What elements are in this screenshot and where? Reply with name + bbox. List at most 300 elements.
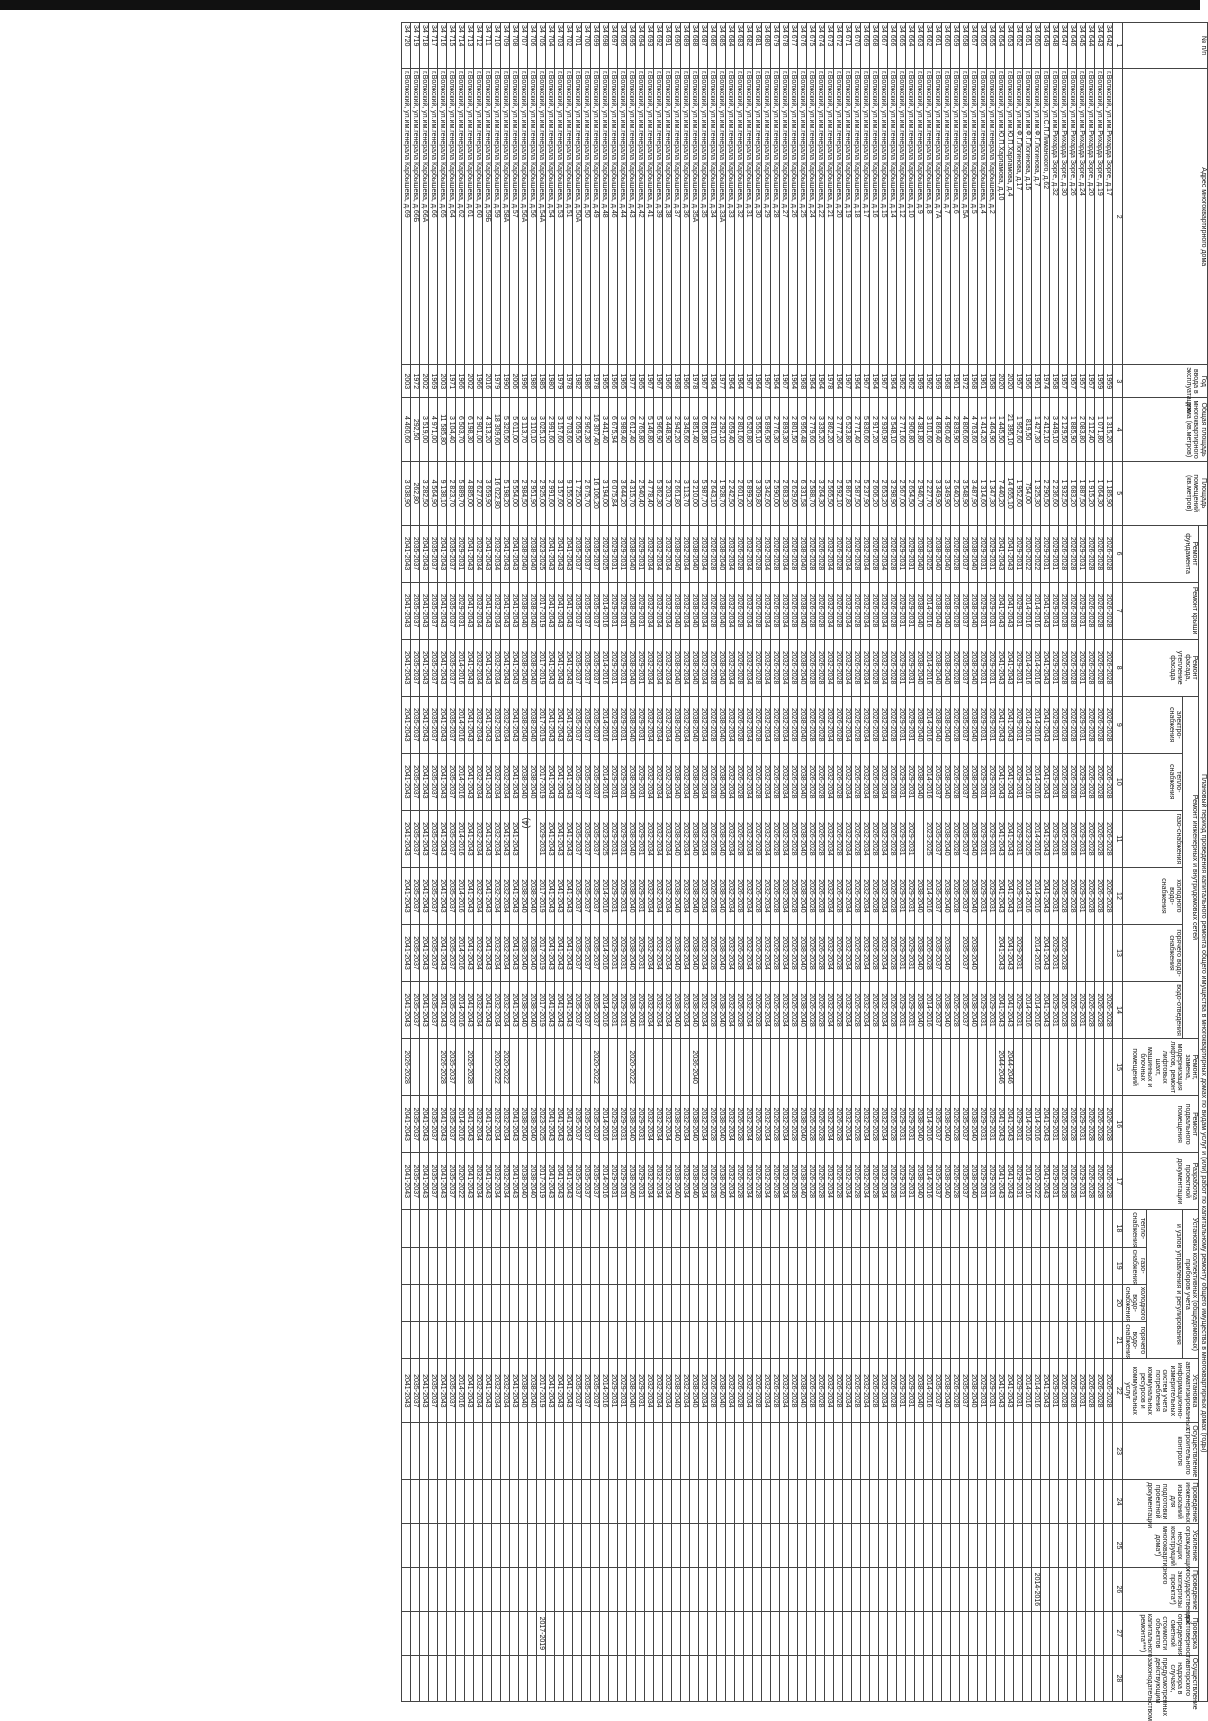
header-meters-sub: и узлов управления и регулирования: [1147, 1210, 1184, 1359]
header-hot: горячего водо-снабжения: [1123, 924, 1183, 981]
row-number: 34 656: [978, 23, 987, 69]
row-period-cell: [753, 1567, 762, 1611]
row-period-cell: 2041-2043: [402, 1096, 411, 1153]
table-row: [420, 23, 429, 1702]
row-period-cell: 2038-2040: [717, 867, 726, 924]
row-period-cell: 2029-2031: [1050, 525, 1059, 582]
row-period-cell: [627, 1480, 636, 1524]
row-period-cell: 2026-2028: [771, 924, 780, 981]
row-period-cell: [573, 1423, 582, 1480]
row-period-cell: 2038-2040: [942, 1096, 951, 1153]
row-period-cell: [816, 1611, 825, 1655]
row-period-cell: 2026-2028: [1086, 525, 1095, 582]
row-period-cell: [402, 1567, 411, 1611]
row-period-cell: [906, 1039, 915, 1096]
row-period-cell: [915, 1655, 924, 1701]
row-period-cell: 2032-2034: [663, 810, 672, 867]
row-period-cell: 2029-2031: [1077, 1359, 1086, 1423]
row-period-cell: [816, 1322, 825, 1359]
row-period-cell: 2035-2037: [960, 639, 969, 696]
row-period-cell: 2026-2028: [870, 867, 879, 924]
row-period-cell: 2026-2028: [816, 1096, 825, 1153]
row-period-cell: [987, 1039, 996, 1096]
row-total-area: 4 763,60: [969, 398, 978, 462]
row-period-cell: 2032-2034: [681, 1153, 690, 1210]
row-total-area: 2 129,50: [1059, 398, 1068, 462]
row-period-cell: 2029-2031: [987, 867, 996, 924]
row-period-cell: 2038-2040: [969, 639, 978, 696]
row-period-cell: 2026-2028: [735, 639, 744, 696]
row-period-cell: 2038-2040: [627, 753, 636, 810]
row-period-cell: 2032-2034: [780, 753, 789, 810]
row-period-cell: 2032-2034: [474, 982, 483, 1039]
row-year: 1979: [492, 365, 501, 398]
row-period-cell: 2038-2040: [672, 1359, 681, 1423]
row-period-cell: [1095, 1611, 1104, 1655]
row-period-cell: 2026-2028: [1086, 753, 1095, 810]
row-period-cell: 2038-2040: [942, 867, 951, 924]
column-number: 18: [1113, 1210, 1123, 1247]
row-period-cell: [582, 1567, 591, 1611]
row-period-cell: [600, 1480, 609, 1524]
row-period-cell: [627, 1284, 636, 1321]
row-period-cell: 2026-2028: [1086, 1359, 1095, 1423]
row-period-cell: 2041-2043: [510, 639, 519, 696]
row-period-cell: [933, 1567, 942, 1611]
row-period-cell: 2026-2028: [771, 639, 780, 696]
table-row: [906, 23, 915, 1702]
row-period-cell: [1068, 1611, 1077, 1655]
row-period-cell: [753, 1524, 762, 1568]
row-period-cell: [636, 1284, 645, 1321]
table-row: [1059, 23, 1068, 1702]
row-address: г.Волжский, ул.им.Ю.П.Харламова, д.10: [996, 69, 1005, 365]
table-row: [690, 23, 699, 1702]
row-address: г.Волжский, ул.им.генерала Карбышева, д.25: [798, 69, 807, 365]
row-period-cell: [528, 1480, 537, 1524]
row-period-cell: 2032-2034: [762, 753, 771, 810]
row-period-cell: [591, 1284, 600, 1321]
row-period-cell: [951, 924, 960, 981]
row-period-cell: 2032-2034: [501, 982, 510, 1039]
row-total-area: 2 412,10: [1041, 398, 1050, 462]
row-period-cell: [474, 1524, 483, 1568]
row-period-cell: [438, 1611, 447, 1655]
row-period-cell: 2029-2031: [1077, 982, 1086, 1039]
row-period-cell: [1104, 1480, 1113, 1524]
top-edge-bar: [0, 0, 1200, 10]
row-number: 34 678: [780, 23, 789, 69]
row-period-cell: [1104, 1210, 1113, 1247]
row-period-cell: [402, 1284, 411, 1321]
row-period-cell: [681, 1480, 690, 1524]
row-period-cell: 2026-2028: [438, 1039, 447, 1096]
row-premises-area: 5 889,70: [456, 461, 465, 525]
row-period-cell: [1077, 1247, 1086, 1284]
row-address: г.Волжский, ул.им.генерала Карбышева, д.66А: [420, 69, 429, 365]
row-period-cell: [789, 1322, 798, 1359]
row-period-cell: [933, 1322, 942, 1359]
row-period-cell: [1077, 1655, 1086, 1701]
row-number: 34 699: [591, 23, 600, 69]
row-period-cell: 2041-2043: [1005, 924, 1014, 981]
row-year: 1972: [960, 365, 969, 398]
row-total-area: 2 771,40: [852, 398, 861, 462]
table-row: [1095, 23, 1104, 1702]
row-period-cell: [933, 1210, 942, 1247]
row-period-cell: [942, 1611, 951, 1655]
row-period-cell: [672, 1247, 681, 1284]
row-period-cell: [537, 1039, 546, 1096]
row-address: г.Волжский, ул.им.генерала Карбышева, д.6: [951, 69, 960, 365]
row-period-cell: 2014-2016: [1023, 1359, 1032, 1423]
row-period-cell: [600, 1210, 609, 1247]
row-period-cell: 2041-2043: [420, 696, 429, 753]
row-period-cell: [519, 1655, 528, 1701]
row-address: г.Волжский, ул.им.генерала Карбышева, д.24: [807, 69, 816, 365]
row-period-cell: [402, 1480, 411, 1524]
column-number: 24: [1113, 1480, 1123, 1524]
row-period-cell: [924, 1655, 933, 1701]
row-address: г.Волжский, ул.им.генерала Карбышева, д.66: [429, 69, 438, 365]
row-period-cell: [852, 1524, 861, 1568]
row-period-cell: [924, 1039, 933, 1096]
row-total-area: 3 548,10: [888, 398, 897, 462]
row-period-cell: 2041-2043: [438, 696, 447, 753]
row-period-cell: 2029-2031: [897, 982, 906, 1039]
row-period-cell: 2041-2043: [555, 1153, 564, 1210]
table-row: [1032, 23, 1041, 1702]
row-period-cell: 2035-2037: [960, 1153, 969, 1210]
row-period-cell: 2029-2031: [1014, 1359, 1023, 1423]
row-period-cell: [969, 1655, 978, 1701]
row-period-cell: [798, 1423, 807, 1480]
row-period-cell: 2038-2040: [627, 924, 636, 981]
row-premises-area: 754,00: [1023, 461, 1032, 525]
row-period-cell: [816, 1247, 825, 1284]
row-period-cell: [501, 1480, 510, 1524]
row-period-cell: 2029-2031: [897, 753, 906, 810]
table-row: [1005, 23, 1014, 1702]
row-period-cell: 2026-2028: [1104, 753, 1113, 810]
row-period-cell: 2017-2019: [537, 753, 546, 810]
row-period-cell: 2041-2043: [546, 696, 555, 753]
row-period-cell: [537, 1480, 546, 1524]
row-period-cell: 2032-2034: [726, 982, 735, 1039]
row-period-cell: 2041-2043: [483, 753, 492, 810]
table-row: [789, 23, 798, 1702]
row-period-cell: [429, 1247, 438, 1284]
row-period-cell: 2026-2028: [1059, 982, 1068, 1039]
row-period-cell: 2038-2040: [672, 582, 681, 639]
row-period-cell: [960, 1210, 969, 1247]
row-period-cell: 2038-2040: [915, 1153, 924, 1210]
row-period-cell: 2035-2037: [447, 1096, 456, 1153]
row-period-cell: 2026-2028: [951, 753, 960, 810]
row-period-cell: 2014-2016: [924, 1153, 933, 1210]
row-premises-area: 3 157,60: [555, 461, 564, 525]
row-period-cell: 2035-2037: [429, 525, 438, 582]
row-period-cell: 2014-2016: [1032, 982, 1041, 1039]
row-period-cell: 2029-2031: [987, 753, 996, 810]
row-period-cell: [1068, 1284, 1077, 1321]
row-period-cell: 2032-2034: [654, 1359, 663, 1423]
table-row: [1077, 23, 1086, 1702]
row-period-cell: 2032-2034: [780, 982, 789, 1039]
row-period-cell: 2035-2037: [591, 753, 600, 810]
row-period-cell: 2038-2040: [969, 867, 978, 924]
row-period-cell: [546, 1247, 555, 1284]
row-period-cell: [1095, 924, 1104, 981]
row-period-cell: 2029-2031: [609, 639, 618, 696]
row-period-cell: 2026-2028: [753, 696, 762, 753]
row-period-cell: 2032-2034: [879, 582, 888, 639]
row-period-cell: [825, 1423, 834, 1480]
row-number: 34 669: [861, 23, 870, 69]
row-period-cell: 2032-2034: [654, 810, 663, 867]
row-period-cell: 2035-2037: [582, 582, 591, 639]
row-period-cell: [1068, 1039, 1077, 1096]
row-period-cell: [1068, 1524, 1077, 1568]
row-period-cell: [618, 1655, 627, 1701]
row-period-cell: 2035-2037: [429, 1096, 438, 1153]
row-premises-area: 3 210,00: [690, 461, 699, 525]
row-period-cell: 2035-2037: [933, 1096, 942, 1153]
row-period-cell: [564, 1611, 573, 1655]
row-period-cell: [987, 1567, 996, 1611]
row-premises-area: 2 640,20: [951, 461, 960, 525]
row-period-cell: 2014-2016: [1032, 810, 1041, 867]
row-period-cell: 2029-2031: [1050, 639, 1059, 696]
row-period-cell: 2032-2034: [681, 1096, 690, 1153]
header-total-area: Общая площадь многоквартирного дома (кв.метров): [1123, 398, 1208, 462]
row-period-cell: [798, 1480, 807, 1524]
row-period-cell: [942, 1039, 951, 1096]
row-period-cell: [1014, 1423, 1023, 1480]
row-premises-area: 2 590,00: [771, 461, 780, 525]
row-period-cell: 2038-2040: [942, 924, 951, 981]
row-period-cell: 2038-2040: [933, 582, 942, 639]
row-year: 1961: [1032, 365, 1041, 398]
row-period-cell: 2032-2034: [726, 924, 735, 981]
row-period-cell: [573, 1611, 582, 1655]
row-period-cell: 2032-2034: [744, 582, 753, 639]
row-period-cell: 2029-2031: [1050, 1359, 1059, 1423]
row-period-cell: [1104, 1423, 1113, 1480]
row-total-area: 2 083,80: [1077, 398, 1086, 462]
row-period-cell: 2026-2028: [1068, 696, 1077, 753]
row-period-cell: 2041-2043: [546, 982, 555, 1039]
row-period-cell: 2029-2031: [636, 810, 645, 867]
row-period-cell: [510, 1524, 519, 1568]
row-period-cell: [798, 1322, 807, 1359]
row-number: 34 664: [906, 23, 915, 69]
row-period-cell: [582, 1039, 591, 1096]
row-period-cell: 2026-2028: [852, 639, 861, 696]
row-period-cell: [1104, 1322, 1113, 1359]
row-period-cell: 2029-2031: [609, 867, 618, 924]
row-period-cell: [600, 1039, 609, 1096]
row-period-cell: 2035-2037: [960, 696, 969, 753]
row-period-cell: 2029-2031: [978, 639, 987, 696]
row-year: 1956: [1023, 365, 1032, 398]
row-period-cell: [636, 1655, 645, 1701]
row-period-cell: [501, 1655, 510, 1701]
row-period-cell: [654, 1247, 663, 1284]
row-period-cell: [852, 1567, 861, 1611]
row-period-cell: [600, 1284, 609, 1321]
row-period-cell: 2026-2028: [735, 525, 744, 582]
row-period-cell: [483, 1611, 492, 1655]
row-address: г.Волжский, ул.им.генерала Карбышева, д.7: [942, 69, 951, 365]
row-period-cell: [762, 1210, 771, 1247]
row-period-cell: [1068, 1655, 1077, 1701]
row-total-area: 2 839,90: [951, 398, 960, 462]
row-address: г.Волжский, ул.им.генерала Карбышева, д.2: [987, 69, 996, 365]
row-period-cell: 2035-2037: [573, 1359, 582, 1423]
row-period-cell: [510, 1284, 519, 1321]
row-period-cell: [861, 1423, 870, 1480]
row-period-cell: 2026-2028: [888, 1096, 897, 1153]
row-address: г.Волжский, ул.им.Ф.Г.Логинова, д.7: [1032, 69, 1041, 365]
row-period-cell: 2032-2034: [879, 810, 888, 867]
row-period-cell: [762, 1480, 771, 1524]
row-address: г.Волжский, ул.им.генерала Карбышева, д.21: [825, 69, 834, 365]
row-period-cell: [609, 1039, 618, 1096]
row-period-cell: [429, 1611, 438, 1655]
header-supervision: Осуществление авторского надзора в случаях, предусмотренных действующим законодательством: [1123, 1655, 1199, 1701]
row-period-cell: [1086, 1611, 1095, 1655]
row-period-cell: [915, 1322, 924, 1359]
table-row: [1050, 23, 1059, 1702]
row-period-cell: 2026-2028: [888, 753, 897, 810]
row-period-cell: 2035-2037: [573, 525, 582, 582]
row-period-cell: 2035-2037: [582, 867, 591, 924]
row-period-cell: [537, 1322, 546, 1359]
row-period-cell: [438, 1655, 447, 1701]
row-period-cell: 2029-2031: [1077, 582, 1086, 639]
row-total-area: 6 520,80: [744, 398, 753, 462]
row-period-cell: 2035-2037: [573, 867, 582, 924]
row-period-cell: 2020-2022: [627, 1039, 636, 1096]
row-period-cell: [492, 1247, 501, 1284]
row-period-cell: [564, 1423, 573, 1480]
row-number: 34 642: [1104, 23, 1113, 69]
row-period-cell: [798, 1567, 807, 1611]
row-premises-area: 1 725,00: [573, 461, 582, 525]
row-period-cell: [1068, 1322, 1077, 1359]
row-period-cell: 2029-2031: [1050, 924, 1059, 981]
row-period-cell: [969, 1284, 978, 1321]
header-facade: Ремонт фасада, утепление фасада: [1123, 639, 1199, 696]
row-period-cell: 2029-2031: [618, 1359, 627, 1423]
row-premises-area: 3 349,90: [942, 461, 951, 525]
row-period-cell: [420, 1423, 429, 1480]
row-period-cell: [609, 1480, 618, 1524]
row-period-cell: [735, 1480, 744, 1524]
column-number: 28: [1113, 1655, 1123, 1701]
row-period-cell: 2014-2016: [600, 639, 609, 696]
header-planned-period: Плановый период проведения капитального ремонта общего имущества в многоквартирных домах по видам услуг и (или) работ по капитальному ремонту общего имущества в многоквартирных домах (годы): [1199, 525, 1208, 1701]
row-period-cell: [870, 1655, 879, 1701]
row-period-cell: 2029-2031: [609, 982, 618, 1039]
row-period-cell: [942, 1284, 951, 1321]
column-number: 13: [1113, 924, 1123, 981]
row-period-cell: 2038-2040: [627, 696, 636, 753]
row-period-cell: 2035-2037: [429, 753, 438, 810]
row-period-cell: 2032-2034: [825, 1359, 834, 1423]
table-row: [591, 23, 600, 1702]
row-period-cell: [996, 1611, 1005, 1655]
row-period-cell: [1050, 1210, 1059, 1247]
row-premises-area: 5 899,20: [744, 461, 753, 525]
row-period-cell: 2026-2028: [1086, 1153, 1095, 1210]
row-period-cell: [969, 1039, 978, 1096]
table-row: [816, 23, 825, 1702]
row-period-cell: 2026-2028: [816, 582, 825, 639]
row-period-cell: 2038-2040: [969, 753, 978, 810]
row-year: 2003: [438, 365, 447, 398]
row-period-cell: [456, 1567, 465, 1611]
row-period-cell: 2029-2031: [1014, 982, 1023, 1039]
row-period-cell: 2032-2034: [699, 1153, 708, 1210]
row-period-cell: [465, 1611, 474, 1655]
row-period-cell: [609, 1524, 618, 1568]
row-period-cell: 2038-2040: [717, 582, 726, 639]
row-premises-area: 1 887,50: [1077, 461, 1086, 525]
row-period-cell: 2026-2028: [1059, 924, 1068, 981]
row-period-cell: [1041, 1567, 1050, 1611]
row-year: 1996: [519, 365, 528, 398]
row-number: 34 715: [447, 23, 456, 69]
row-period-cell: [933, 1284, 942, 1321]
row-period-cell: [456, 1247, 465, 1284]
row-period-cell: [798, 1524, 807, 1568]
row-address: г.Волжский, ул.им.генерала Карбышева, д.56: [528, 69, 537, 365]
row-period-cell: 2032-2034: [501, 696, 510, 753]
row-period-cell: [672, 1039, 681, 1096]
row-period-cell: [663, 1480, 672, 1524]
row-period-cell: 2041-2043: [465, 753, 474, 810]
row-period-cell: 2038-2040: [969, 1096, 978, 1153]
row-period-cell: [861, 1524, 870, 1568]
row-premises-area: 2 629,60: [789, 461, 798, 525]
row-period-cell: [411, 1655, 420, 1701]
row-period-cell: 2026-2028: [771, 1153, 780, 1210]
row-period-cell: [789, 1284, 798, 1321]
row-period-cell: [807, 1039, 816, 1096]
row-period-cell: [510, 1247, 519, 1284]
row-year: 1978: [690, 365, 699, 398]
row-period-cell: 2029-2031: [1050, 582, 1059, 639]
row-period-cell: [465, 1322, 474, 1359]
row-period-cell: 2035-2037: [573, 753, 582, 810]
row-period-cell: 2032-2034: [645, 1096, 654, 1153]
row-period-cell: 2029-2031: [1014, 1096, 1023, 1153]
row-period-cell: [1104, 1655, 1113, 1701]
row-address: г.Волжский, ул.им.генерала Карбышева, д.30: [753, 69, 762, 365]
row-period-cell: [951, 1284, 960, 1321]
row-period-cell: [996, 1210, 1005, 1247]
row-total-area: 3 449,10: [1050, 398, 1059, 462]
row-period-cell: [969, 1423, 978, 1480]
row-year: 1962: [924, 365, 933, 398]
row-period-cell: [1095, 1210, 1104, 1247]
row-period-cell: 2029-2031: [897, 924, 906, 981]
row-period-cell: [465, 1655, 474, 1701]
row-period-cell: [762, 1567, 771, 1611]
row-number: 34 650: [1032, 23, 1041, 69]
